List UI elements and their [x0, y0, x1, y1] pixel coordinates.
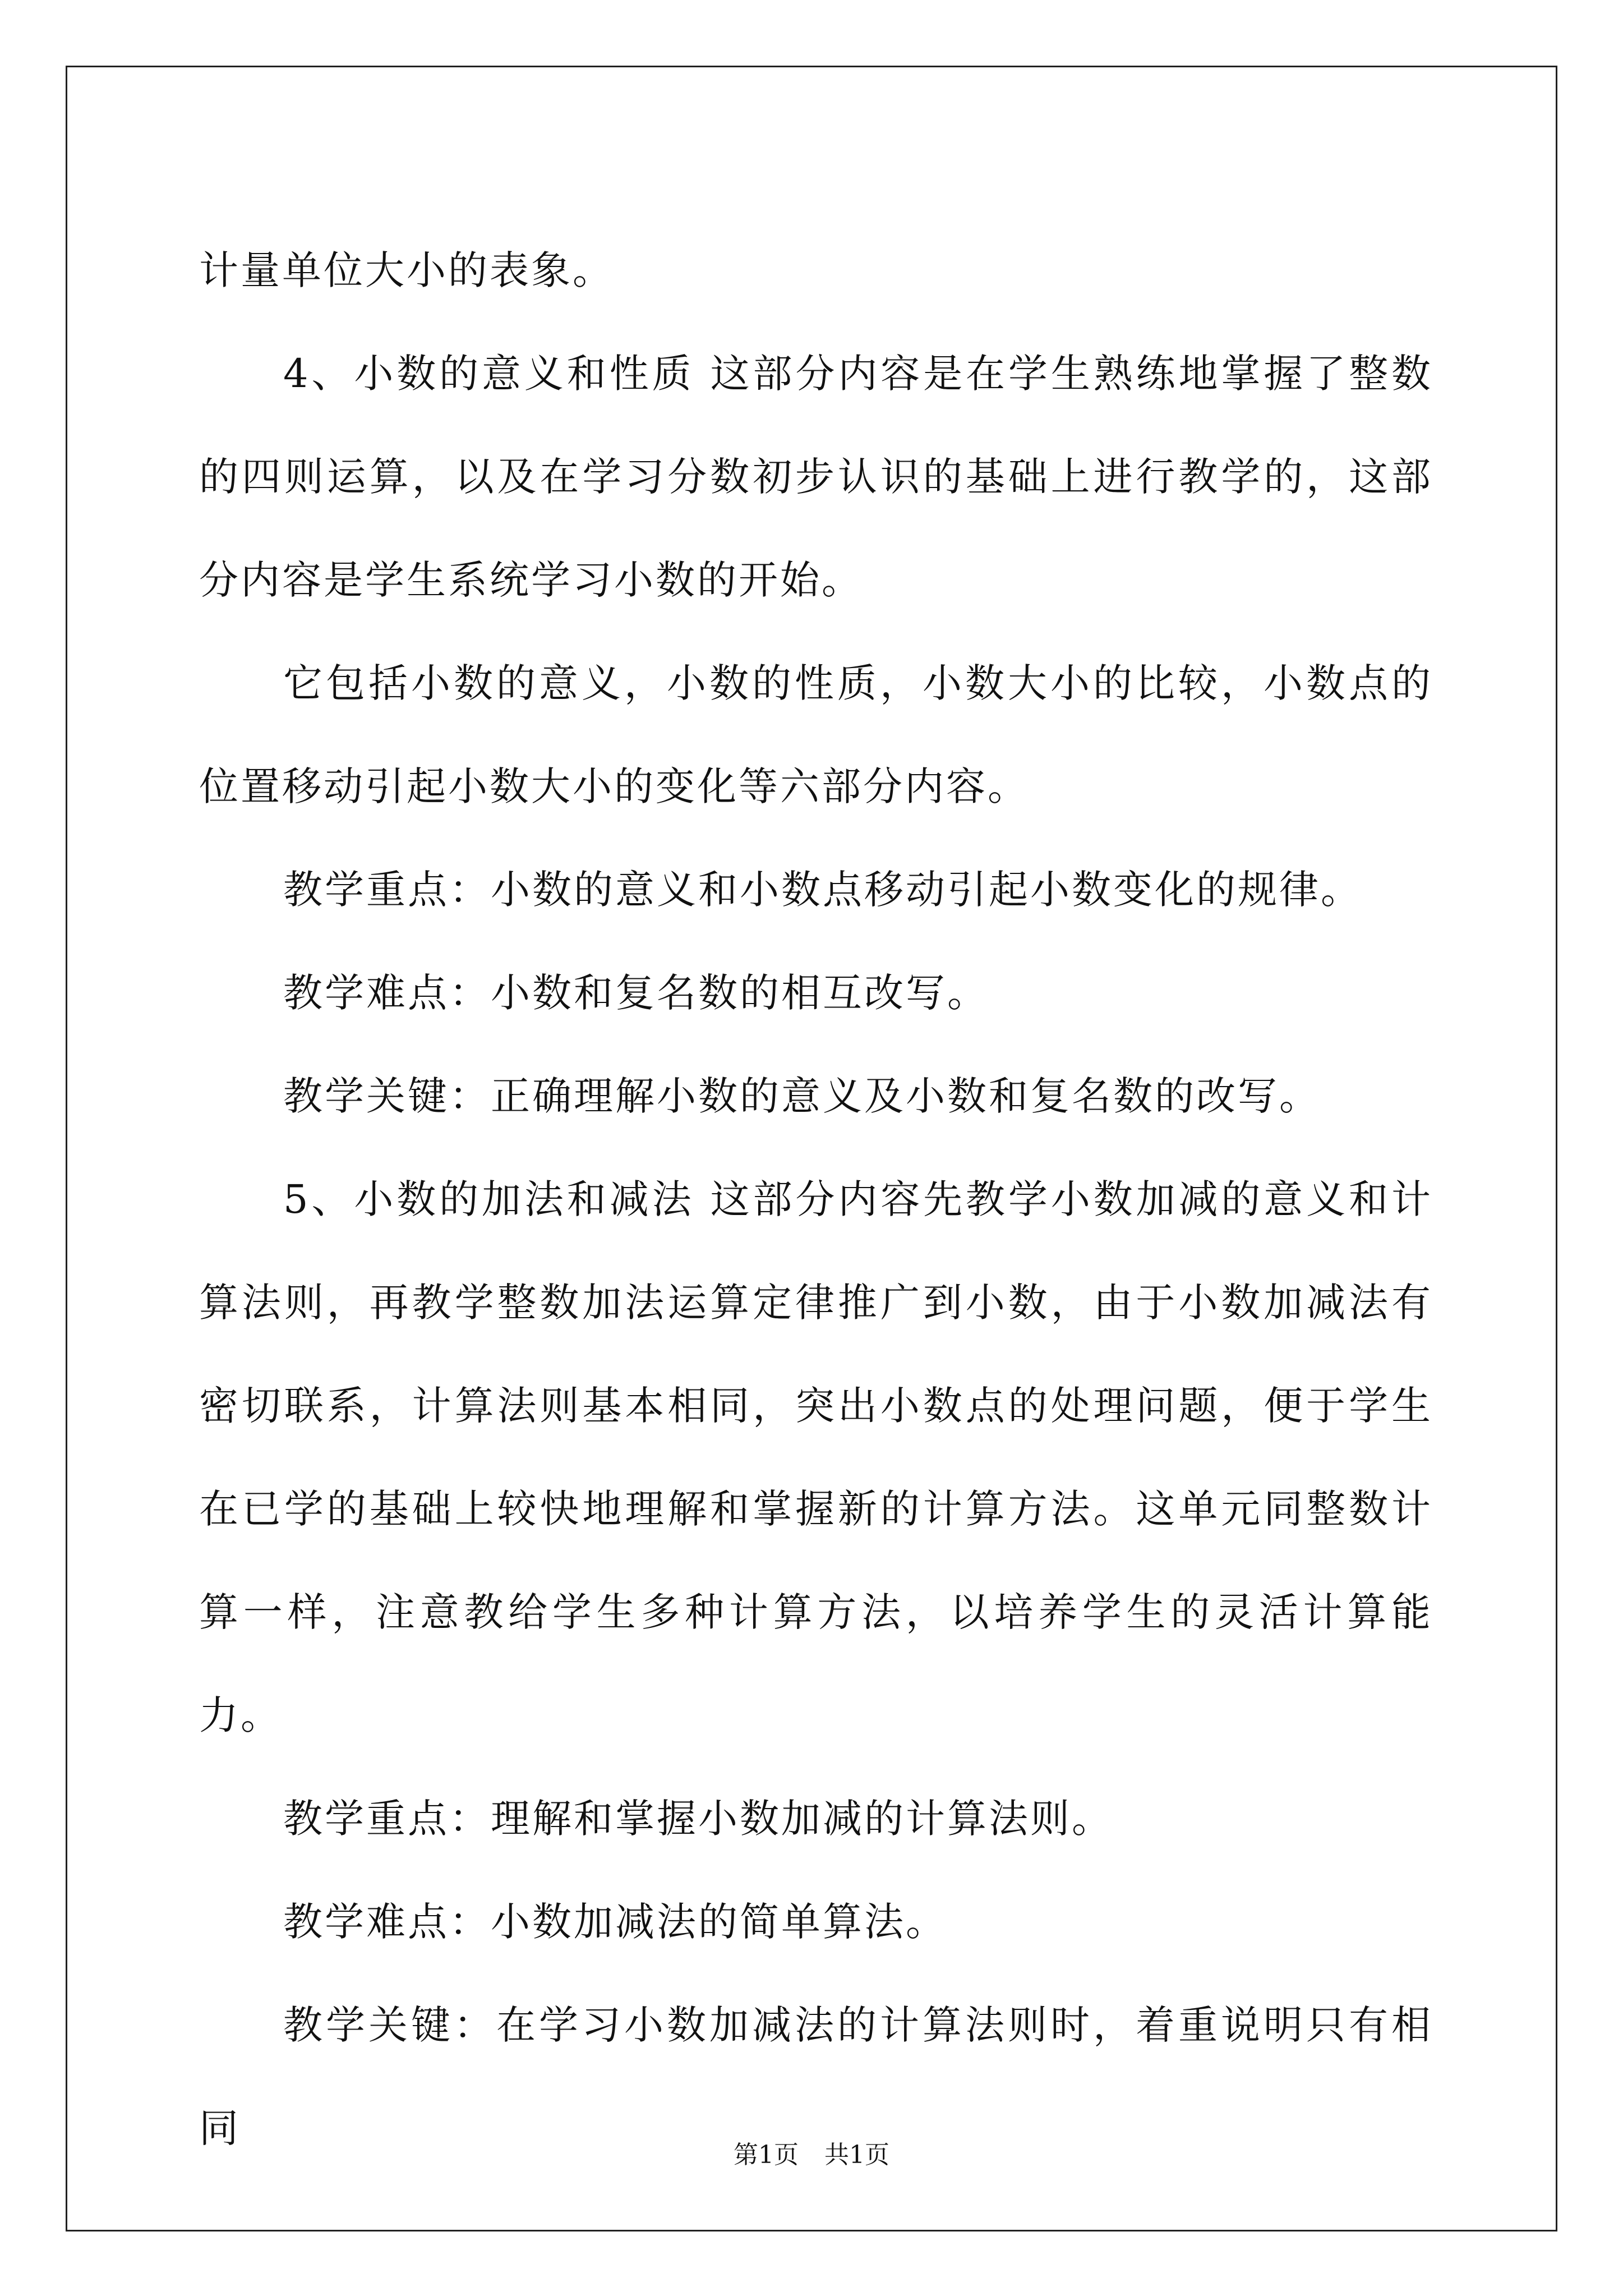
paragraph-7: 5、小数的加法和减法 这部分内容先教学小数加减的意义和计算法则，再教学整数加法运算定律推广到小数，由于小数加减法有密切联系，计算法则基本相同，突出小数点的处理问题，便于学生在已学的基础上较快地理解和掌握新的计算方法。这单元同整数计算一样，注意教给学生多种计算方法，以培养学生的灵活计算能力。	[199, 1176, 1433, 1738]
paragraph-2: 4、小数的意义和性质 这部分内容是在学生熟练地掌握了整数的四则运算，以及在学习分数初步认识的基础上进行教学的，这部分内容是学生系统学习小数的开始。	[199, 351, 1433, 603]
document-body	[199, 219, 1433, 2180]
page-footer	[0, 2138, 1623, 2172]
paragraph-3: 它包括小数的意义，小数的性质，小数大小的比较，小数点的位置移动引起小数大小的变化等六部分内容。	[199, 660, 1433, 809]
paragraph-8: 教学重点：理解和掌握小数加减的计算法则。	[283, 1796, 1113, 1842]
paragraph-1: 计量单位大小的表象。	[199, 247, 614, 293]
paragraph-10: 教学关键：在学习小数加减法的计算法则时，着重说明只有相同	[199, 2002, 1433, 2151]
paragraph-4: 教学重点：小数的意义和小数点移动引起小数变化的规律。	[283, 867, 1362, 913]
paragraph-6: 教学关键：正确理解小数的意义及小数和复名数的改写。	[283, 1073, 1321, 1119]
page-number: 第1页	[734, 2141, 799, 2169]
page-total: 共1页	[824, 2141, 889, 2169]
paragraph-9: 教学难点：小数加减法的简单算法。	[283, 1899, 947, 1945]
paragraph-5: 教学难点：小数和复名数的相互改写。	[283, 970, 989, 1016]
